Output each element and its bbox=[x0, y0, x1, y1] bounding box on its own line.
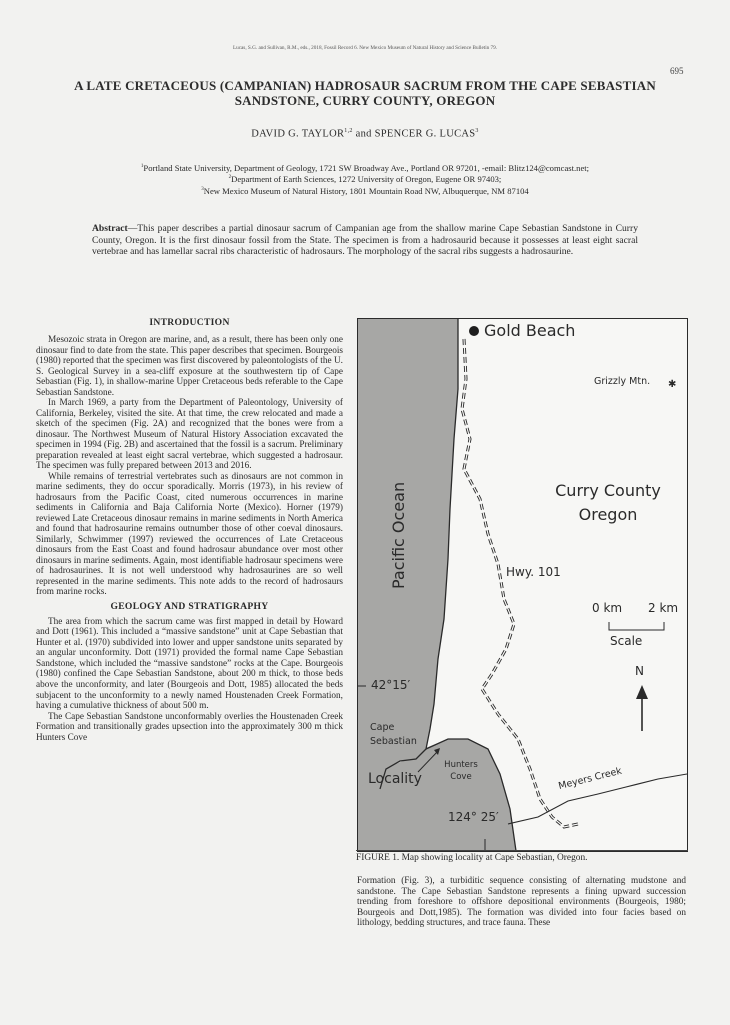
affiliations bbox=[20, 162, 710, 196]
geology-heading: GEOLOGY AND STRATIGRAPHY bbox=[110, 600, 269, 612]
affiliation-3 bbox=[20, 185, 710, 196]
label-cape-sebastian bbox=[370, 721, 417, 749]
label-locality: Locality bbox=[368, 771, 422, 787]
affiliation-3-text: New Mexico Museum of Natural History, 1801 Mountain Road NW, Albuquerque, NM 87104 bbox=[203, 185, 529, 196]
affiliation-3-marker: 3 bbox=[201, 186, 204, 192]
label-hwy-101: Hwy. 101 bbox=[506, 565, 561, 579]
label-longitude: 124° 25′ bbox=[448, 810, 499, 824]
right-column bbox=[357, 876, 686, 929]
label-cape-line2: Sebastian bbox=[370, 736, 417, 747]
scale-bar bbox=[609, 622, 664, 630]
author-lucas: SPENCER G. LUCAS bbox=[374, 128, 476, 140]
label-scale-0: 0 km bbox=[592, 601, 623, 615]
author-lucas-affil: 3 bbox=[475, 128, 479, 134]
label-cape-line1: Cape bbox=[370, 722, 395, 733]
label-grizzly-mtn: Grizzly Mtn. bbox=[594, 376, 651, 387]
label-hunters-line2: Cove bbox=[450, 772, 472, 782]
label-scale: Scale bbox=[610, 634, 643, 648]
introduction-heading: INTRODUCTION bbox=[149, 317, 230, 328]
label-meyers-creek: Meyers Creek bbox=[557, 765, 623, 792]
grizzly-star-icon: ✱ bbox=[668, 379, 677, 390]
label-curry-county-line1: Curry County bbox=[555, 481, 661, 500]
label-curry-county bbox=[548, 479, 668, 527]
affiliation-2-marker: 2 bbox=[228, 175, 232, 181]
page-number: 695 bbox=[670, 66, 684, 76]
geology-paragraph-2: The Cape Sebastian Sandstone unconformably overlies the Houstenaden Creek Formation and transitionally grades upsection into the approximately 300 m thick Hunters Cove bbox=[36, 711, 343, 743]
label-hunters-cove bbox=[438, 759, 484, 783]
label-north: N bbox=[635, 664, 644, 678]
label-latitude: 42°15′ bbox=[371, 678, 411, 692]
affiliation-1 bbox=[20, 162, 710, 173]
figure-1-map bbox=[357, 318, 688, 852]
author-line bbox=[0, 128, 730, 140]
label-curry-county-line2: Oregon bbox=[578, 505, 638, 524]
affiliation-1-text: Portland State University, Department of Geology, 1721 SW Broadway Ave., Portland OR 97201, -email: Blitz124@comcast.net; bbox=[143, 162, 590, 173]
geology-paragraph-continued: Formation (Fig. 3), a turbiditic sequence consisting of alternating mudstone and sandstone. The Cape Sebastian Sandstone represents a fining upward succession trending from foreshore to offshore depositional environments (Bourgeois, 1980; Bourgeois and Dott,1985). The formation was divided into four facies based on lithology, bedding structures, and trace fauna. These bbox=[357, 876, 686, 929]
left-column bbox=[36, 317, 343, 743]
label-hunters-line1: Hunters bbox=[444, 760, 478, 770]
intro-paragraph-1: Mesozoic strata in Oregon are marine, and, as a result, there has been only one dinosaur find to date from the state. This paper describes that specimen. Bourgeois (1980) reported that the specimen was first discovered by paleontologists of the U. S. Geological Survey in a sea-cliff exposure at the southwestern tip of Cape Sebastian (Fig. 1), in shallow-marine Upper Cretaceous beds referable to the Cape Sebastian Sandstone. bbox=[36, 335, 343, 398]
running-head: Lucas, S.G. and Sullivan, R.M., eds., 2018, Fossil Record 6. New Mexico Museum of Natural History and Science Bulletin 79. bbox=[232, 45, 498, 51]
author-conjunction: and bbox=[352, 128, 375, 140]
intro-paragraph-3: While remains of terrestrial vertebrates such as dinosaurs are not common in marine sediments, they do occur sporadically. Morris (1973), in his review of hadrosaurs from the Pacific Coast, cited numerous occurrences in marine sediments in California and Baja California Norte (Mexico). Horner (1979) reviewed Late Cretaceous dinosaur remains in marine sediments in North America and found that hadrosaurine remains outnumber those of other coeval dinosaurs. Similarly, Schwimmer (1997) reviewed the occurrences of Late Cretaceous dinosaurs from the East Coast and found hadrosaur abundance over most other dinosaurs in marine sediments. Again, most identifiable hadrosaur specimens were of hadrosaurines. It is not well understood why hadrosaurines are so well represented in the marine sediments. This note adds to the record of hadrosaurs from marine rocks. bbox=[36, 471, 343, 598]
abstract-label: Abstract bbox=[92, 223, 128, 234]
abstract-text: —This paper describes a partial dinosaur sacrum of Campanian age from the shallow marine Cape Sebastian Sandstone in Curry County, Oregon. It is the first dinosaur fossil from the State. The specimen is from a hadrosaurid because it possesses at least eight sacral vertebrae and has lamellar sacral ribs characteristic of hadrosaurs. The morphology of the sacral ribs suggests a hadrosaurine. bbox=[92, 223, 638, 258]
figure-1-caption: FIGURE 1. Map showing locality at Cape Sebastian, Oregon. bbox=[356, 850, 688, 863]
author-taylor: DAVID G. TAYLOR bbox=[251, 128, 345, 140]
affiliation-2 bbox=[20, 173, 710, 184]
affiliation-2-text: Department of Earth Sciences, 1272 University of Oregon, Eugene OR 97403; bbox=[231, 174, 502, 185]
north-arrow-head bbox=[636, 685, 648, 699]
geology-paragraph-1: The area from which the sacrum came was first mapped in detail by Howard and Dott (1961). This included a “massive sandstone” unit at Cape Sebastian that Hunter et al. (1970) subdivided into lower and upper sandstone units separated by an angular unconformity. Dott (1971) provided the formal name Cape Sebastian Sandstone, which included the “massive sandstone” rocks at the Cape. Bourgeois (1980) confined the Cape Sebastian Sandstone, about 200 m thick, to those beds above the unconformity, and later (Bourgeois and Dott, 1985) allocated the beds subjacent to the unconformity to a newly named Houstenaden Creek Formation, having a cumulative thickness of about 500 m. bbox=[36, 616, 343, 712]
gold-beach-dot bbox=[469, 326, 479, 336]
label-scale-2: 2 km bbox=[648, 601, 679, 615]
affiliation-1-marker: 1 bbox=[140, 164, 144, 169]
intro-paragraph-2: In March 1969, a party from the Department of Paleontology, University of California, Berkeley, visited the site. At that time, the crew relocated and made a sketch of the specimen (Fig. 2A) and recognized that the bones were from a dinosaur. The Northwest Museum of Natural History Association excavated the specimen in 1994 (Fig. 2B) and ascertained that the fossil is a sacrum. Preliminary preparation revealed at least eight sacral vertebrae, which suggested a hadrosaur. The specimen was fully prepared between 2013 and 2016. bbox=[36, 398, 343, 472]
paper-title: A LATE CRETACEOUS (CAMPANIAN) HADROSAUR SACRUM FROM THE CAPE SEBASTIAN SANDSTONE, CURRY COUNTY, OREGON bbox=[74, 78, 656, 108]
label-gold-beach: Gold Beach bbox=[484, 321, 576, 340]
abstract bbox=[92, 223, 638, 258]
author-taylor-affil: 1,2 bbox=[344, 128, 353, 134]
